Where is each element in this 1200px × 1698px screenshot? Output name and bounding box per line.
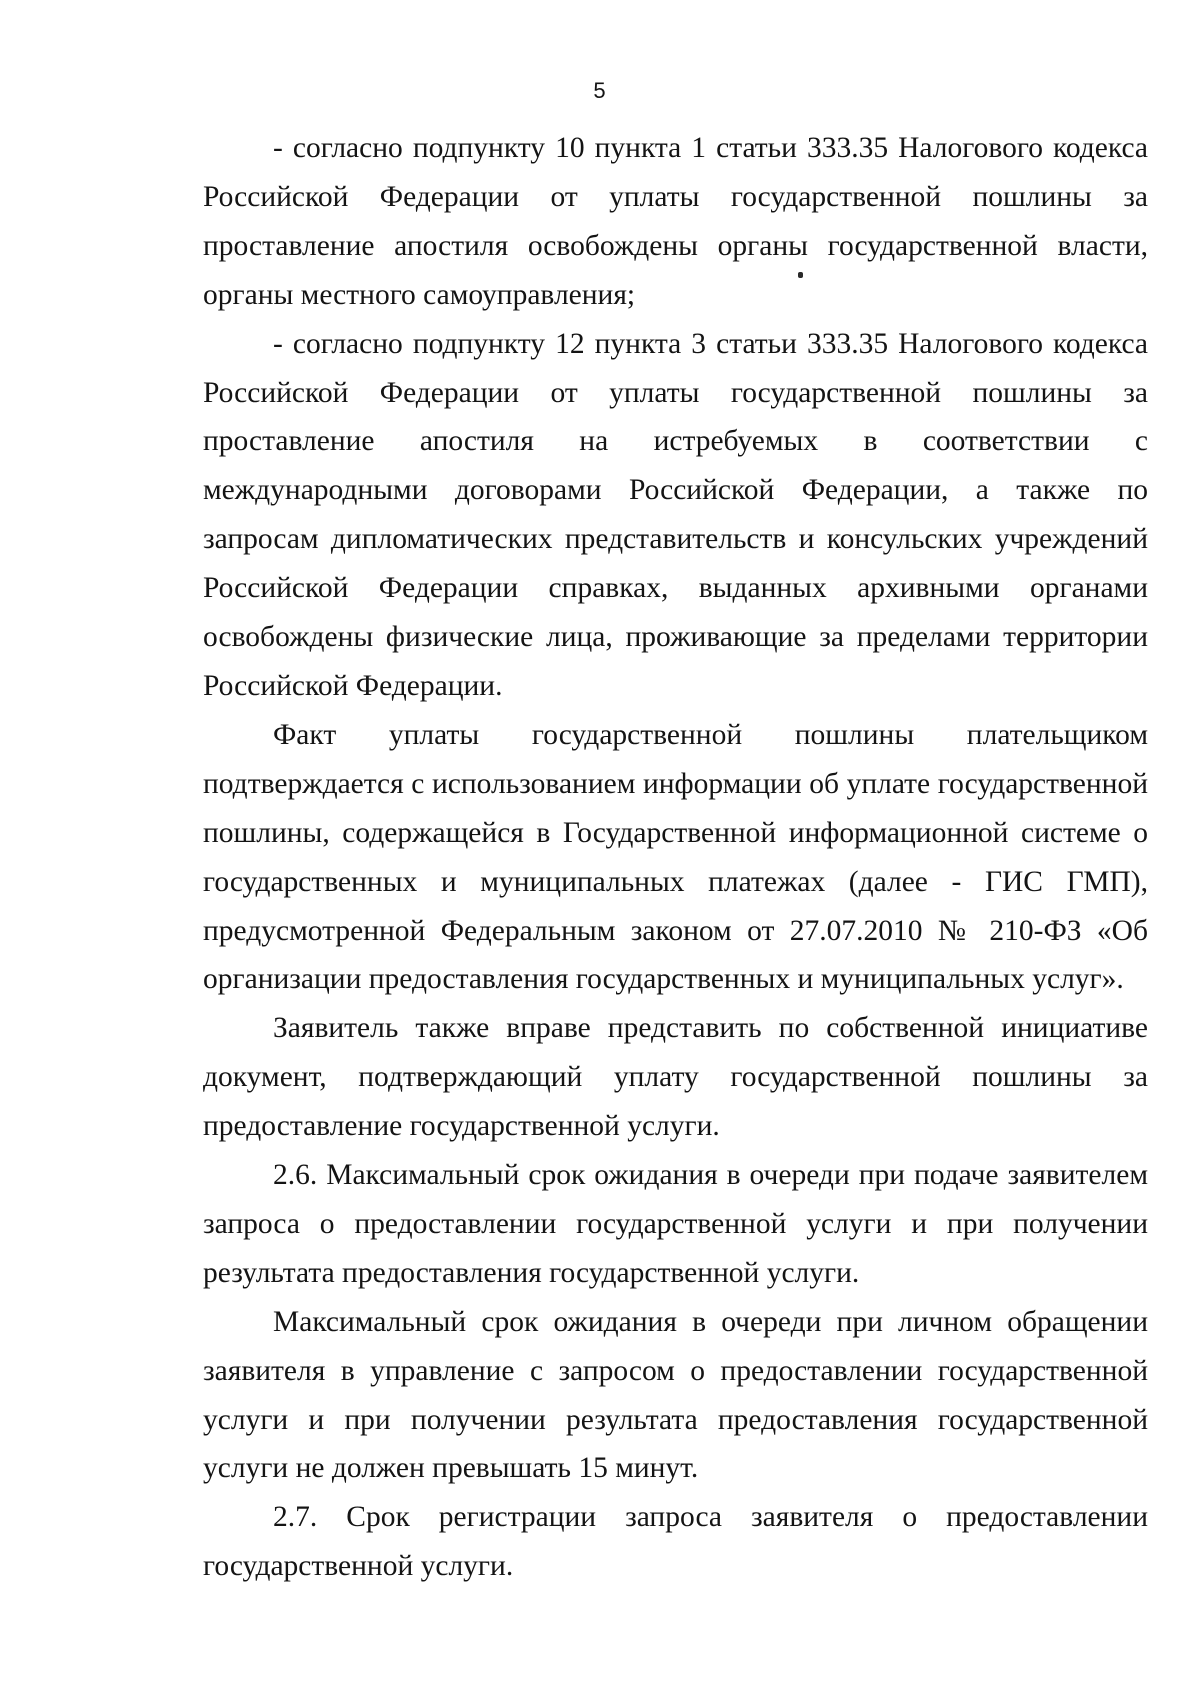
document-body: [203, 124, 1148, 1591]
paragraph-max-wait-time: Максимальный срок ожидания в очереди при личном обращении заявителя в управление с запросом о предоставлении государственной услуги и при получении результата предоставления государственной услуги не должен превышать 15 минут.: [203, 1305, 1148, 1485]
section-2-7-heading: 2.7. Срок регистрации запроса заявителя о предоставлении государственной услуги.: [203, 1501, 1148, 1583]
paragraph-applicant-document: Заявитель также вправе представить по собственной инициативе документ, подтверждающий уплату государственной пошлины за предоставление государственной услуги.: [203, 1012, 1148, 1143]
paragraph-exemption-archive-certificates: - согласно подпункту 12 пункта 3 статьи 333.35 Налогового кодекса Российской Федерации от уплаты государственной пошлины за проставление апостиля на истребуемых в соответствии с международными договорами Российской Федерации, а также по запросам дипломатических представительств и консульских учреждений Российской Федерации справках, выданных архивными органами освобождены физические лица, проживающие за пределами территории Российской Федерации.: [203, 327, 1148, 702]
section-2-6-heading: 2.6. Максимальный срок ожидания в очереди при подаче заявителем запроса о предоставлении государственной услуги и при получении результата предоставления государственной услуги.: [203, 1159, 1148, 1289]
paragraph-exemption-apostille-authorities: - согласно подпункту 10 пункта 1 статьи 333.35 Налогового кодекса Российской Федерации от уплаты государственной пошлины за проставление апостиля освобождены органы государственной власти, органы местного самоуправления;: [203, 132, 1148, 311]
page-number: 5: [593, 78, 607, 103]
paragraph-payment-verification: Факт уплаты государственной пошлины плательщиком подтверждается с использованием информации об уплате государственной пошлины, содержащейся в Государственной информационной системе о государственных и муниципальных платежах (далее - ГИС ГМП), предусмотренной Федеральным законом от 27.07.2010 № 210-ФЗ «Об организации предоставления государственных и муниципальных услуг».: [203, 718, 1148, 996]
